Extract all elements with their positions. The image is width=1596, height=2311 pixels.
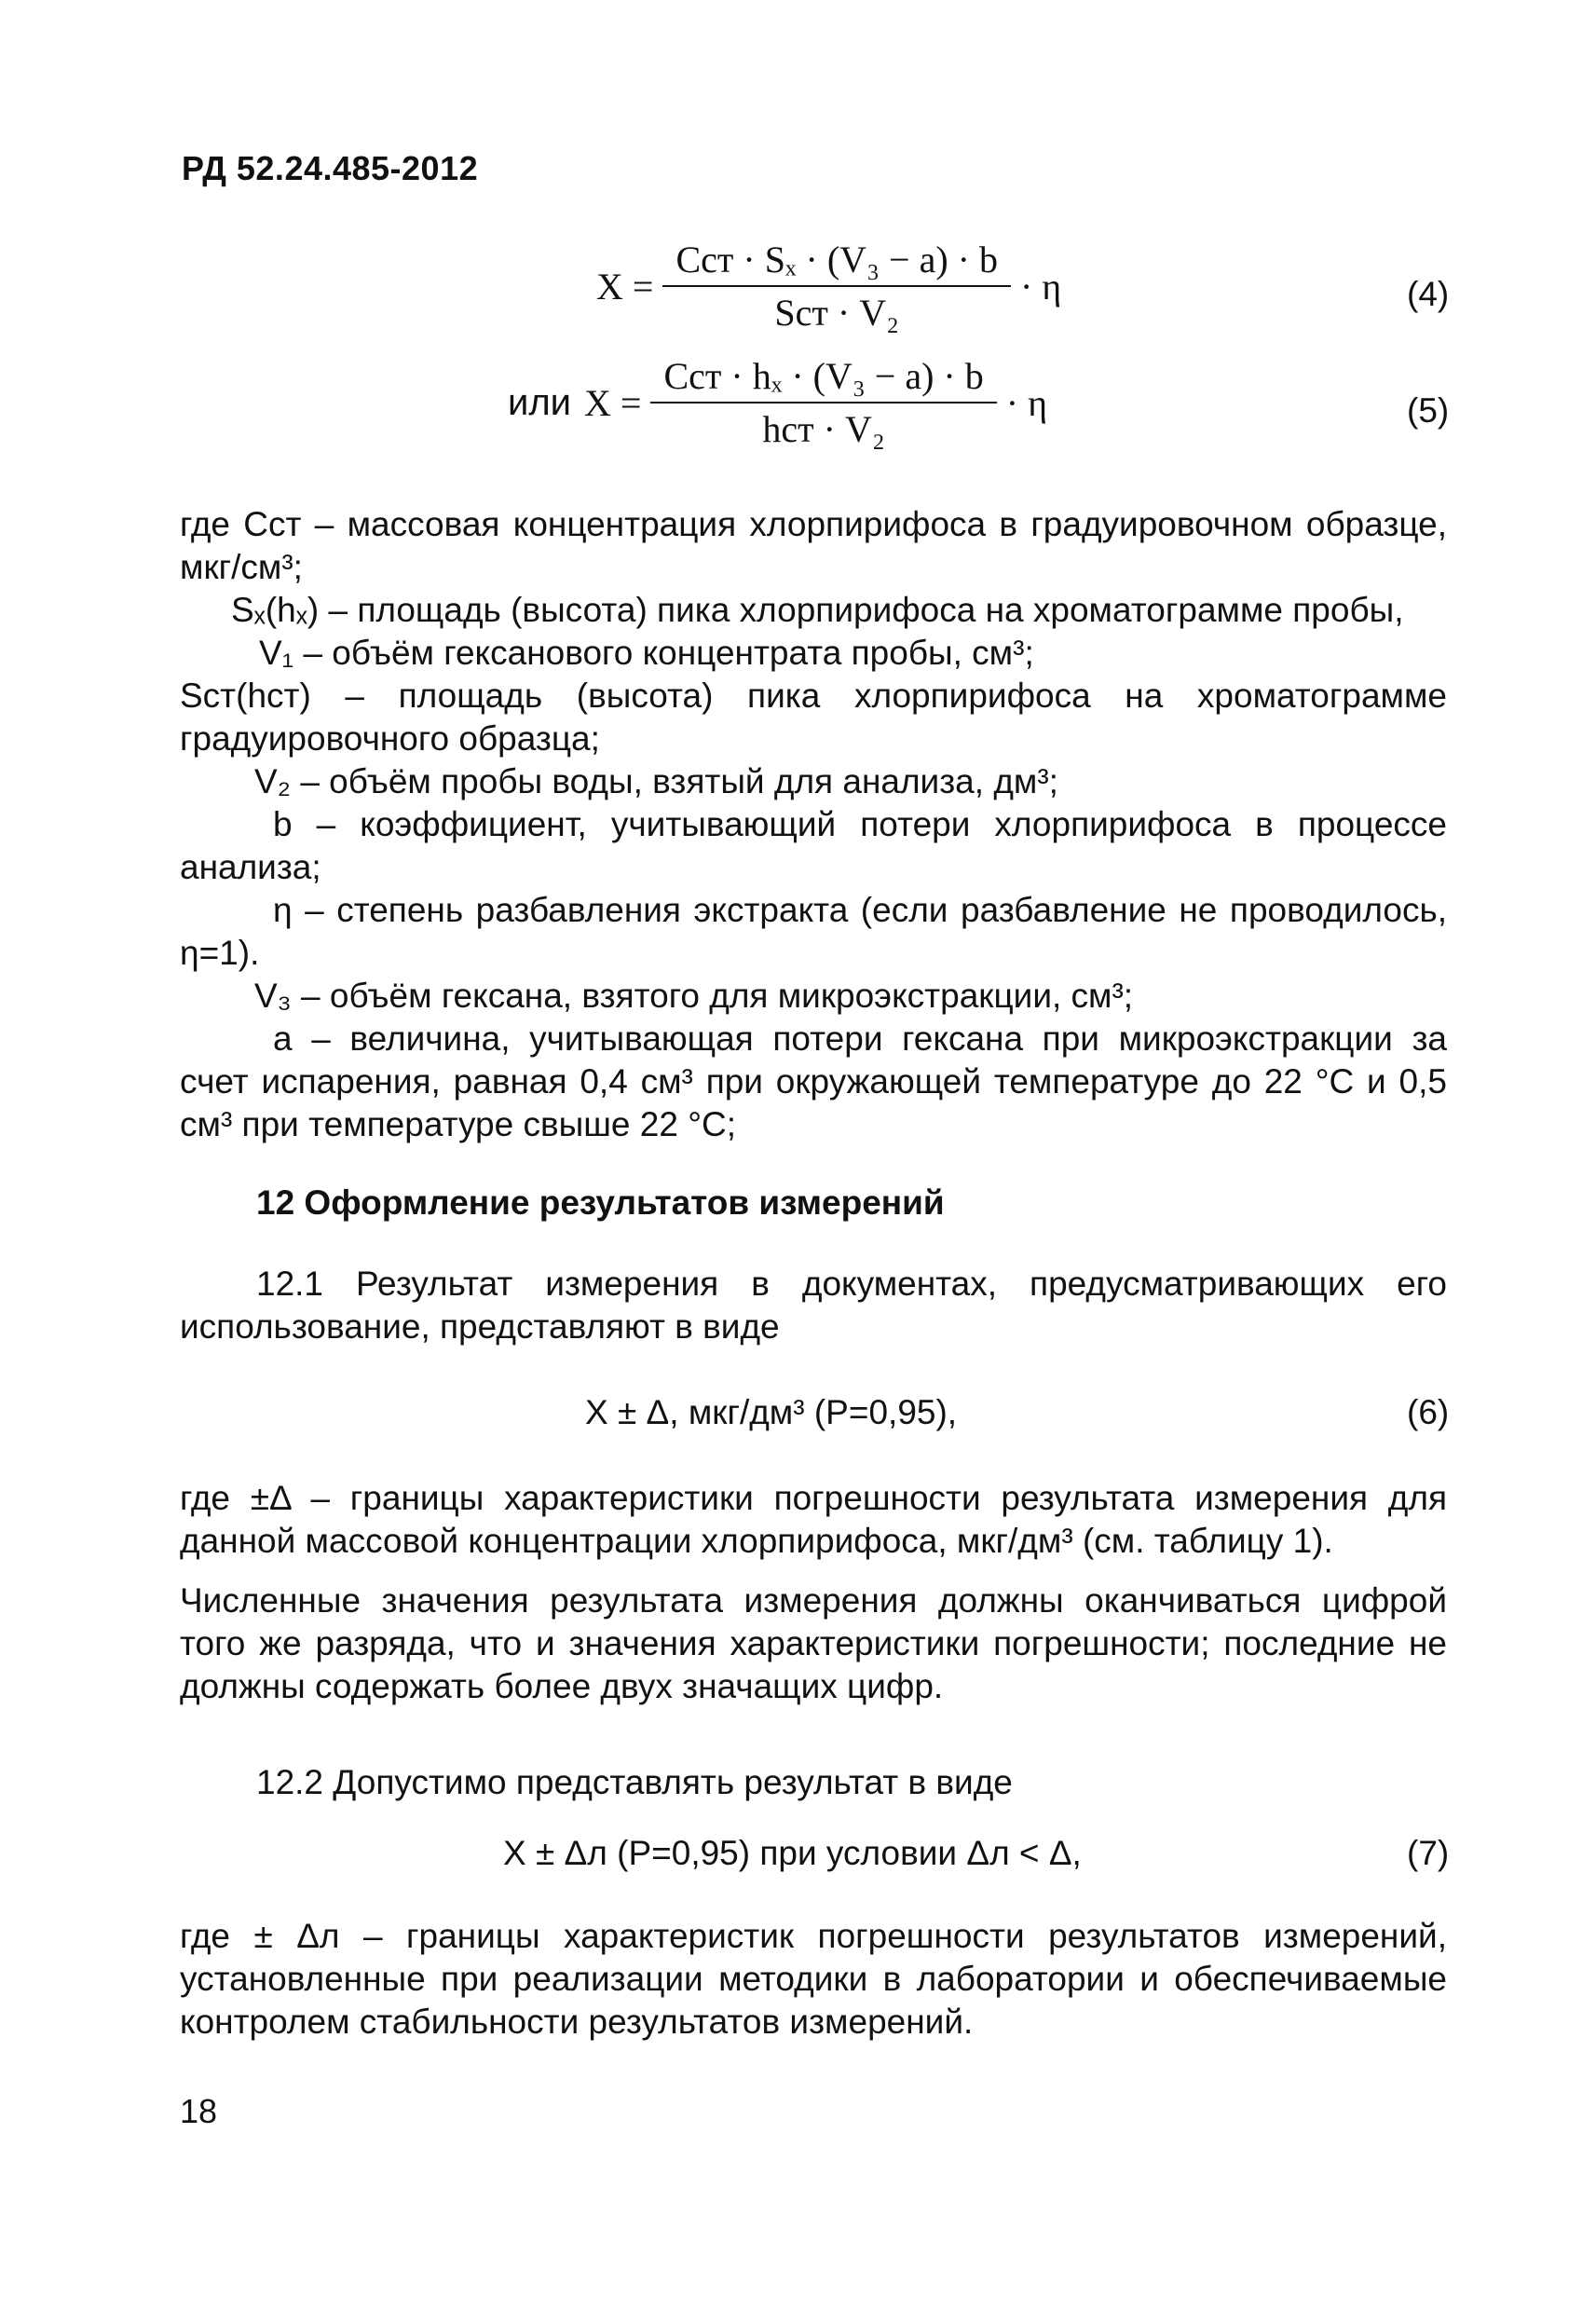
formula-7: X ± Δл (Р=0,95) при условии Δл < Δ, [503,1834,1082,1872]
definition-eta: η – степень разбавления экстракта (если разбавление не проводилось, η=1). [180,891,1447,972]
formula-5-denominator: hст · V₂ [762,408,885,450]
section-heading: 12 Оформление результатов измерений [256,1183,945,1222]
page-number: 18 [180,2092,218,2130]
formula-4-lhs: X = [596,265,654,308]
definition-b: b – коэффициент, учитывающий потери хлорпирифоса в процессе анализа; [180,805,1447,886]
paragraph-12-2 [180,1761,1447,1804]
paragraph-after-7-text: где ± Δл – границы характеристик погрешности результатов измерений, установленные при реализации методики в лаборатории и обеспечиваемые контролем стабильности результатов измерений. [180,1917,1447,2041]
definition-s-st: Sст(hст) – площадь (высота) пика хлорпирифоса на хроматограмме градуировочного образца; [180,677,1447,758]
paragraph-after-6-text: где ±Δ – границы характеристики погрешности результата измерения для данной массовой концентрации хлорпирифоса, мкг/дм³ (см. таблицу 1). [180,1479,1447,1560]
paragraph-12-1 [180,1263,1447,1348]
formula-4-numerator: Cст · Sₓ · (V₃ − a) · b [662,238,1011,287]
formula-5-tail: · η [1005,381,1047,424]
document-header: РД 52.24.485-2012 [182,149,479,187]
paragraph-12-2-text: 12.2 Допустимо представлять результат в виде [256,1763,1013,1801]
definition-c-st: где Cст – массовая концентрация хлорпирифоса в градуировочном образце, мкг/см³; [180,505,1447,586]
formula-4 [596,238,1061,335]
definition-v1: V₁ – объём гексанового концентрата пробы, см³; [259,634,1034,672]
formula-5-numerator: Cст · hₓ · (V₃ − a) · b [650,354,996,403]
formula-5-lhs: X = [584,381,642,424]
paragraph-after-7 [180,1915,1447,2044]
paragraph-after-6 [180,1477,1447,1563]
definition-sx: Sₓ(hₓ) – площадь (высота) пика хлорпирифоса на хроматограмме пробы, [231,591,1404,629]
equation-number-4: (4) [1407,275,1450,313]
equation-number-6: (6) [1407,1393,1450,1431]
equation-number-5: (5) [1407,391,1450,430]
definition-a: а – величина, учитывающая потери гексана при микроэкстракции за счет испарения, равная 0,4 см³ при окружающей температуре до 22 °С и 0,5 см³ при температуре свыше 22 °С; [180,1019,1447,1143]
formula-5 [508,354,1047,451]
formula-5-lead: или [508,381,572,423]
definitions-list [180,503,1447,1146]
definition-v2: V₂ – объём пробы воды, взятый для анализа, дм³; [254,762,1058,800]
definition-v3: V₃ – объём гексана, взятого для микроэкстракции, см³; [254,977,1134,1015]
paragraph-numeric-values-text: Численные значения результата измерения должны оканчиваться цифрой того же разряда, что и значения характеристики погрешности; последние не должны содержать более двух значащих цифр. [180,1581,1447,1705]
equation-number-7: (7) [1407,1834,1450,1872]
formula-4-denominator: Sст · V₂ [774,292,900,334]
formula-6: X ± Δ, мкг/дм³ (Р=0,95), [585,1393,958,1431]
paragraph-12-1-text: 12.1 Результат измерения в документах, предусматривающих его использование, представляют в виде [180,1265,1447,1346]
formula-4-tail: · η [1019,265,1062,308]
paragraph-numeric-values [180,1579,1447,1708]
